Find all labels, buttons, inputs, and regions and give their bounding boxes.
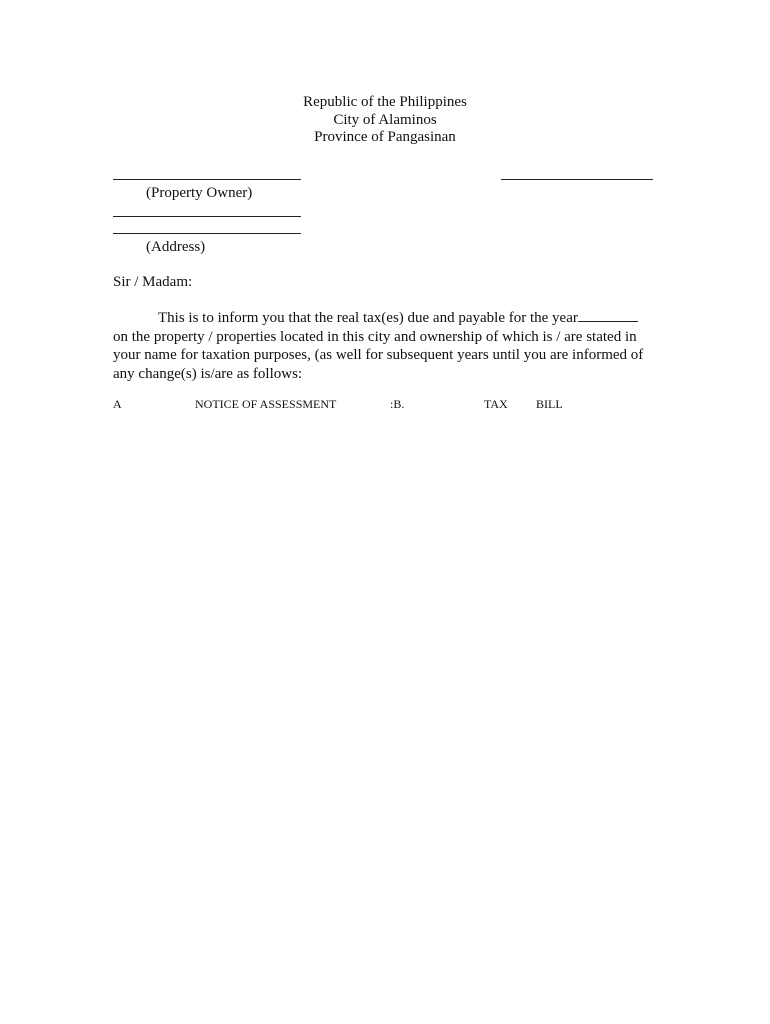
- letterhead-province: Province of Pangasinan: [314, 129, 456, 145]
- property-owner-line: [113, 179, 301, 180]
- section-b-word-bill: BILL: [536, 397, 563, 411]
- year-blank: [578, 309, 638, 322]
- body-line-3: your name for taxation purposes, (as well for subsequent years until you are informed of: [113, 347, 644, 363]
- section-b-marker: :B.: [390, 397, 405, 411]
- letterhead: [0, 94, 770, 147]
- letterhead-country: Republic of the Philippines: [303, 94, 467, 110]
- address-line-2: [113, 233, 301, 234]
- section-b-word-tax: TAX: [484, 397, 508, 411]
- salutation: Sir / Madam:: [113, 274, 193, 290]
- body-line-1: [113, 309, 658, 328]
- letterhead-city: City of Alaminos: [333, 111, 437, 128]
- body-line-2: on the property / properties located in this city and ownership of which is / are stated in: [113, 328, 637, 345]
- body-paragraph: [113, 309, 658, 383]
- address-line-1: [113, 216, 301, 217]
- body-line-1-text: This is to inform you that the real tax(es) due and payable for the year: [158, 310, 578, 326]
- property-owner-label: (Property Owner): [146, 185, 253, 201]
- section-a-marker: A: [113, 397, 122, 411]
- address-label: (Address): [146, 239, 206, 255]
- body-line-4: any change(s) is/are as follows:: [113, 365, 303, 382]
- date-line: [501, 179, 653, 180]
- section-a-title: NOTICE OF ASSESSMENT: [195, 397, 337, 411]
